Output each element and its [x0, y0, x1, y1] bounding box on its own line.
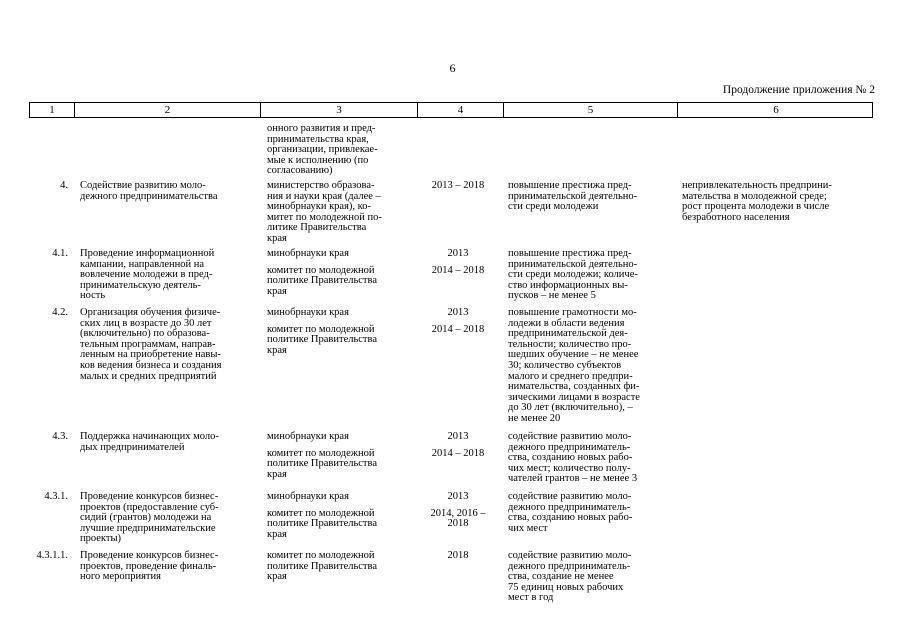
executor-line: онного развития и пред- [267, 123, 376, 134]
activity-name [80, 432, 260, 453]
period-line: 2014 – 2018 [431, 264, 485, 276]
period [418, 308, 498, 335]
header-col-5: 5 [504, 103, 678, 117]
activity-name [80, 308, 260, 382]
executor [267, 492, 409, 540]
header-col-2: 2 [75, 103, 261, 117]
activity-name-line: ность [80, 290, 106, 302]
header-col-6: 6 [773, 104, 779, 116]
executor-line: минобрнауки края [267, 491, 349, 502]
period-line: 2014 – 2018 [431, 323, 485, 335]
expected-result-line: зическими лицами в возрасте [508, 391, 640, 403]
executor [267, 551, 409, 583]
activity-name-line: Поддержка начинающих моло- [80, 431, 219, 442]
expected-result-line: ства, создание не менее [508, 571, 614, 583]
executor-line: министерство образова- [267, 180, 375, 191]
executor-line: минобрнауки края [267, 307, 349, 318]
period-line: 2013 – 2018 [431, 180, 485, 191]
consequences-line: рост процента молодежи в числе [682, 201, 830, 213]
item-number: 4.2. [52, 307, 68, 318]
expected-result-line: повышение престижа пред- [508, 180, 632, 191]
executor-line: края [267, 571, 287, 583]
executor [267, 249, 409, 297]
expected-result-line: до 30 лет (включительно), – [508, 402, 633, 414]
activity-name-line: кампании, направленной на [80, 258, 205, 270]
expected-result-line: содействие развитию моло- [508, 431, 632, 442]
expected-result-line: повышение престижа пред- [508, 248, 632, 259]
executor-line: края [267, 344, 287, 356]
expected-result-line: лодежи в области ведения [508, 317, 625, 329]
executor-line: края [267, 468, 287, 480]
activity-name-line: ного мероприятия [80, 571, 161, 583]
activity-name-line: ленным на приобретение навы- [80, 349, 221, 361]
expected-result [508, 432, 670, 485]
expected-result-line: ства, созданию новых рабо- [508, 512, 633, 524]
executor [267, 308, 409, 356]
item-number: 4. [60, 180, 68, 191]
period [418, 492, 498, 530]
executor-line: политике Правительства [267, 334, 377, 346]
expected-result-line: предпринимательской дея- [508, 328, 628, 340]
expected-result-line: чателей грантов – не менее 3 [508, 473, 638, 485]
executor-line: митет по молодежной по- [267, 211, 382, 223]
executor-line: организации, привлекае- [267, 144, 378, 156]
expected-result-line: дежного предприниматель- [508, 441, 631, 453]
expected-result-line: малого и среднего предпри- [508, 370, 633, 382]
executor-line: минобрнауки края [267, 248, 349, 259]
expected-result-line: нимательства, созданных фи- [508, 381, 640, 393]
period-line: 2013 [447, 248, 469, 259]
expected-result-line: мест в год [508, 592, 554, 604]
executor-line: комитет по молодежной [267, 264, 375, 276]
activity-name [80, 181, 260, 202]
activity-name-line: лучшие предпринимательские [80, 522, 216, 534]
executor-line: принимательства края, [267, 133, 369, 145]
executor-line: литике Правительства [267, 222, 367, 234]
consequences-line: безработного населения [682, 211, 790, 223]
period-line: 2014, 2016 – [430, 507, 486, 519]
executor-line: мые к исполнению (по [267, 154, 369, 166]
period-line: 2013 [447, 491, 469, 502]
executor [267, 181, 409, 245]
expected-result-line: сти среди молодежи; количе- [508, 269, 638, 281]
executor-line: комитет по молодежной [267, 323, 375, 335]
activity-name-line: малых и средних предприятий [80, 370, 217, 382]
executor [267, 124, 409, 177]
activity-name-line: дых предпринимателей [80, 441, 185, 453]
continuation-caption: Продолжение приложения № 2 [722, 84, 875, 96]
period-line: 2013 [447, 431, 469, 442]
executor-line: согласованию) [267, 165, 333, 177]
item-number: 4.3. [52, 431, 68, 442]
expected-result [508, 308, 670, 425]
activity-name-line: вовлечение молодежи в пред- [80, 269, 213, 281]
activity-name-line: Проведение конкурсов бизнес- [80, 550, 219, 561]
item-number: 4.1. [52, 248, 68, 259]
activity-name-line: проектов (предоставление суб- [80, 501, 219, 513]
activity-name-line: проектов, проведение финаль- [80, 560, 217, 572]
executor-line: политике Правительства [267, 458, 377, 470]
expected-result [508, 249, 670, 302]
expected-result-line: тельности; количество про- [508, 338, 632, 350]
executor [267, 432, 409, 480]
table-header [29, 102, 873, 118]
activity-name [80, 551, 260, 583]
executor-line: комитет по молодежной [267, 507, 375, 519]
expected-result-line: пусков – не менее 5 [508, 290, 596, 302]
activity-name-line: проекты) [80, 533, 122, 545]
activity-name-line: сидий (грантов) молодежи на [80, 512, 212, 524]
expected-result-line: дежного предприниматель- [508, 501, 631, 513]
item-number: 4.3.1. [44, 491, 68, 502]
executor-line: комитет по молодежной [267, 447, 375, 459]
period-line: 2014 – 2018 [431, 447, 485, 459]
period [418, 432, 498, 459]
consequences-line: мательства в молодежной среде; [682, 190, 827, 202]
expected-result-line: дежного предприниматель- [508, 560, 631, 572]
header-col-3: 3 [261, 103, 418, 117]
executor-line: ния и науки края (далее – [267, 190, 381, 202]
activity-name-line: тельным программам, направ- [80, 338, 216, 350]
period-line: 2013 [447, 307, 469, 318]
period [418, 181, 498, 192]
expected-result-line: шедших обучение – не менее [508, 349, 639, 361]
activity-name [80, 249, 260, 302]
expected-result [508, 551, 670, 604]
expected-result-line: принимательской деятельно- [508, 258, 638, 270]
consequences-line: непривлекательность предприни- [682, 180, 832, 191]
expected-result-line: 30; количество субъектов [508, 359, 622, 371]
period [418, 249, 498, 276]
executor-line: комитет по молодежной [267, 550, 375, 561]
activity-name-line: Содействие развитию моло- [80, 180, 206, 191]
expected-result-line: ство информационных вы- [508, 279, 628, 291]
expected-result-line: принимательской деятельно- [508, 190, 638, 202]
expected-result-line: содействие развитию моло- [508, 550, 632, 561]
executor-line: политике Правительства [267, 560, 377, 572]
executor-line: минобрнауки края [267, 431, 349, 442]
executor-line: политике Правительства [267, 518, 377, 530]
expected-result-line: не менее 20 [508, 412, 561, 424]
activity-name [80, 492, 260, 545]
page-number: 6 [449, 61, 456, 75]
activity-name-line: дежного предпринимательства [80, 190, 218, 202]
activity-name-line: Организация обучения физиче- [80, 307, 221, 318]
executor-line: края [267, 528, 287, 540]
activity-name-line: ков ведения бизнеса и создания [80, 359, 222, 371]
activity-name-line: принимательскую деятель- [80, 279, 201, 291]
executor-line: политике Правительства [267, 275, 377, 287]
consequences [682, 181, 872, 223]
activity-name-line: Проведение конкурсов бизнес- [80, 491, 219, 502]
activity-name-line: (включительно) по образова- [80, 328, 210, 340]
item-number: 4.3.1.1. [36, 550, 68, 561]
expected-result-line: сти среди молодежи [508, 201, 599, 213]
executor-line: минобрнауки края), ко- [267, 201, 371, 213]
executor-line: края [267, 285, 287, 297]
expected-result-line: чих мест; количество полу- [508, 462, 631, 474]
expected-result-line: 75 единиц новых рабочих [508, 581, 624, 593]
expected-result-line: повышение грамотности мо- [508, 307, 637, 318]
period-line: 2018 [447, 550, 469, 561]
expected-result-line: содействие развитию моло- [508, 491, 632, 502]
header-col-4: 4 [418, 103, 504, 117]
expected-result-line: чих мест [508, 522, 548, 534]
expected-result-line: ства, созданию новых рабо- [508, 452, 633, 464]
executor-line: края [267, 232, 287, 244]
activity-name-line: ских лиц в возрасте до 30 лет [80, 317, 212, 329]
activity-name-line: Проведение информационной [80, 248, 215, 259]
expected-result [508, 181, 670, 213]
header-col-1: 1 [30, 103, 75, 117]
expected-result [508, 492, 670, 534]
period [418, 551, 498, 562]
period-line: 2018 [447, 518, 469, 530]
